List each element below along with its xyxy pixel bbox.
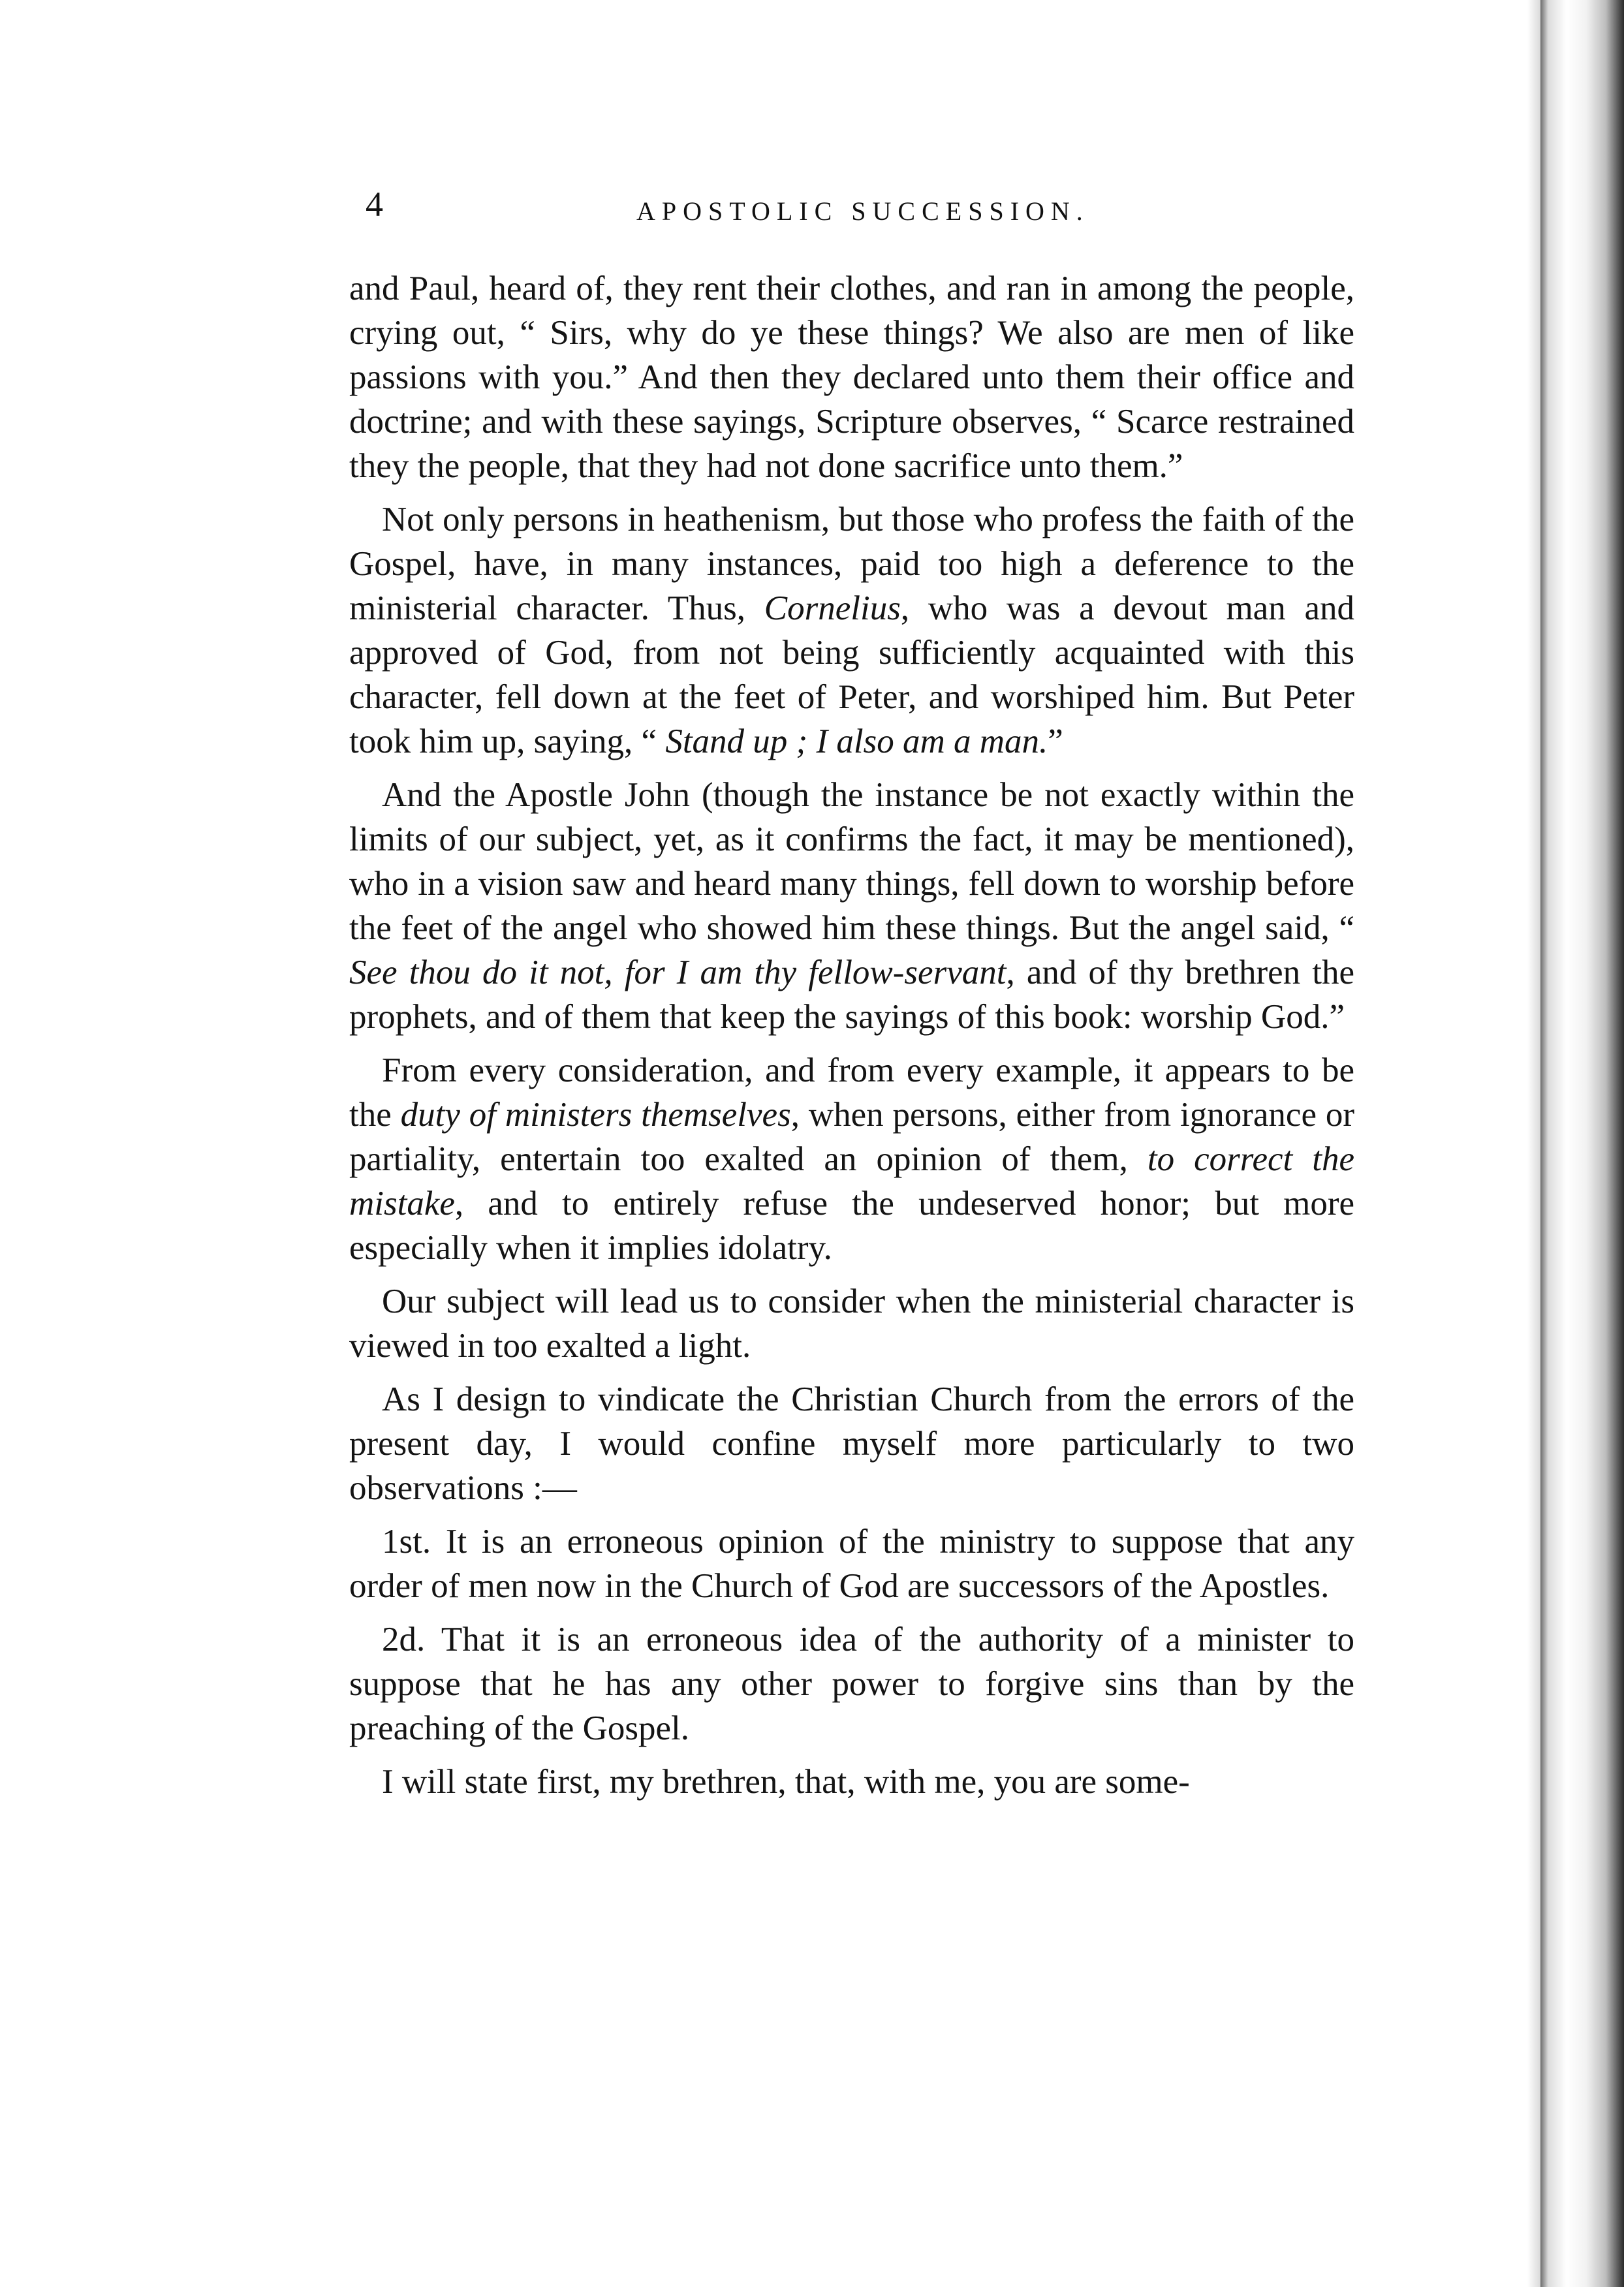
text-segment: I will state first, my brethren, that, with me, you are some- [382, 1763, 1190, 1801]
text-segment: ” [1048, 723, 1063, 760]
italic-segment: Cornelius [764, 589, 901, 627]
paragraph [349, 773, 1354, 1039]
text-segment: Not only persons in heathenism, but those who profess the faith of the Gospel, have, in many instances, paid too high a deference to the ministerial character. Thus, [349, 501, 1354, 627]
paragraph [349, 1279, 1354, 1368]
paragraph [349, 266, 1354, 488]
text-segment: and Paul, heard of, they rent their clothes, and ran in among the people, crying out, “ Sirs, why do ye these things? We also are men of like passions with you.” And then they declared unto them their office and doctrine; and with these sayings, Scripture observes, “ Scarce restrained they the people, that they had not done sacrifice unto them.” [349, 270, 1354, 485]
text-segment: , when persons, either from ignorance or partiality, entertain too exalted an opinion of them, [349, 1096, 1354, 1178]
italic-segment: Stand up ; I also am a man. [665, 723, 1048, 760]
book-binding-edge [1540, 0, 1624, 2287]
text-segment: Our subject will lead us to consider when the ministerial character is viewed in too exalted a light. [349, 1283, 1354, 1365]
text-segment: From every consideration, and from every example, it appears to be the [349, 1051, 1354, 1134]
text-segment: 1st. It is an erroneous opinion of the ministry to suppose that any order of men now in the Church of God are successors of the Apostles. [349, 1523, 1354, 1605]
running-title: APOSTOLIC SUCCESSION. [636, 196, 1089, 226]
text-segment: , and to entirely refuse the undeserved honor; but more especially when it implies idolatry. [349, 1185, 1354, 1267]
paragraph [349, 1048, 1354, 1270]
text-segment: 2d. That it is an erroneous idea of the authority of a minister to suppose that he has any other power to forgive sins than by the preaching of the Gospel. [349, 1621, 1354, 1747]
text-segment: , who was a devout man and approved of God, from not being sufficiently acquainted with this character, fell down at the feet of Peter, and worshiped him. But Peter took him up, saying, “ [349, 589, 1354, 760]
text-segment: And the Apostle John (though the instance be not exactly within the limits of our subject, yet, as it confirms the fact, it may be mentioned), who in a vision saw and heard many things, fell down to worship before the feet of the angel who showed him these things. But the angel said, “ [349, 776, 1354, 947]
text-segment: , and of thy brethren the prophets, and of them that keep the sayings of this book: worship God.” [349, 954, 1354, 1036]
paragraph [349, 1519, 1354, 1608]
body-text [349, 266, 1354, 1813]
italic-segment: duty of ministers themselves [400, 1096, 791, 1134]
paragraph [349, 1617, 1354, 1750]
italic-segment: See thou do it not, for I am thy fellow-servant [349, 954, 1007, 991]
italic-segment: to correct the mistake [349, 1140, 1354, 1222]
paragraph [349, 1760, 1354, 1804]
paragraph [349, 497, 1354, 764]
page-number: 4 [366, 185, 383, 224]
text-segment: As I design to vindicate the Christian Church from the errors of the present day, I would confine myself more particularly to two observations :— [349, 1380, 1354, 1507]
paragraph [349, 1377, 1354, 1510]
page-gutter-shadow [1527, 0, 1540, 2287]
